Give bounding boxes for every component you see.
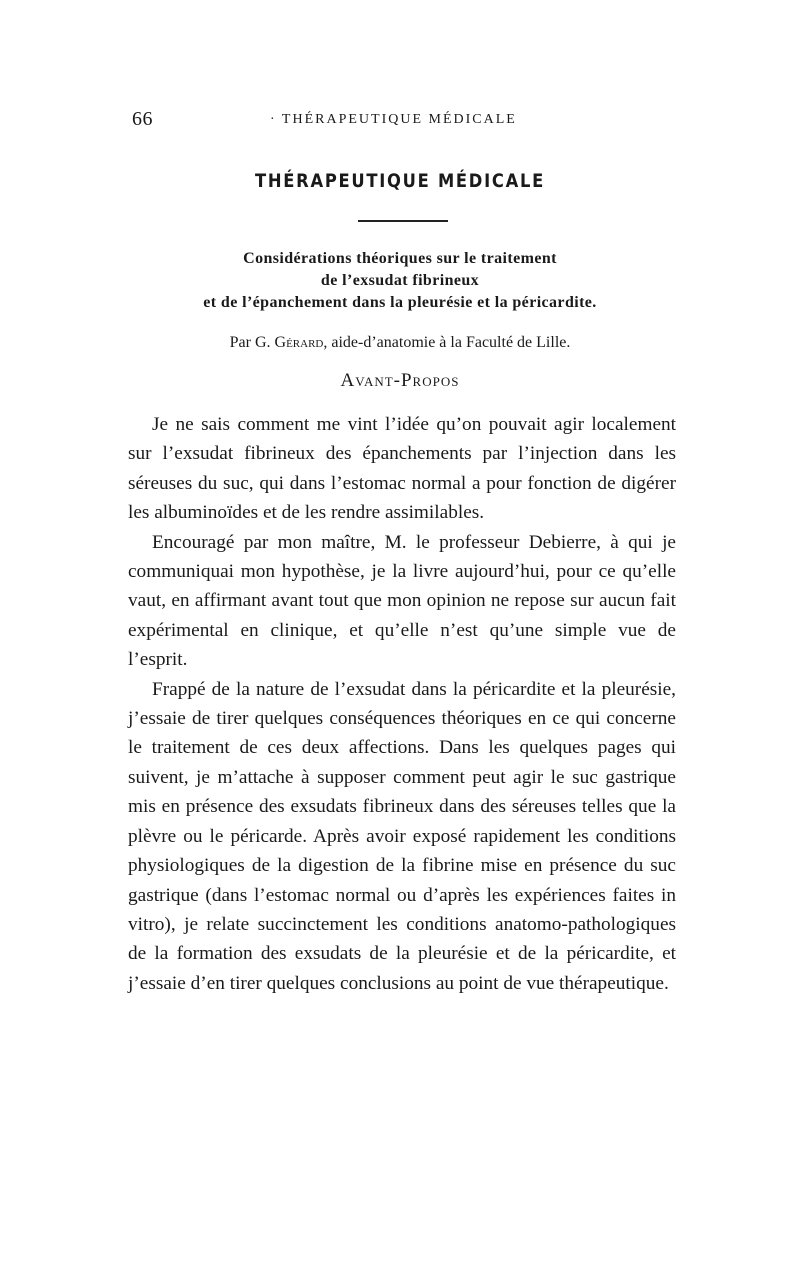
paragraph-3: Frappé de la nature de l’exsudat dans la péricardite et la pleurésie, j’essaie de tirer quelques conséquences théoriques en ce qui concerne le traitement de ces deux affections. Dans les quelques pages qui suivent, je m’attache à supposer comment peut agir le suc gastrique mis en présence des exsudats fibrineux dans des séreuses telles que la plèvre ou le péricarde. Après avoir exposé rapidement les conditions physiologiques de la digestion de la fibrine mise en présence du suc gastrique (dans l’estomac normal ou d’après les expériences faites in vitro), je relate succinctement les conditions anatomo-pathologiques de la formation des exsudats de la pleurésie et de la péricardite, et j’essaie d’en tirer quelques conclusions au point de vue thérapeutique.: [128, 678, 676, 994]
article-title-line-1: Considérations théoriques sur le traitement: [243, 250, 557, 267]
section-title: THÉRAPEUTIQUE MÉDICALE: [255, 170, 545, 192]
page-number: 66: [132, 108, 153, 130]
body-text: [128, 410, 676, 998]
article-title-line-2: de l’exsudat fibrineux: [320, 272, 480, 289]
article-title-line-3: et de l’épanchement dans la pleurésie et la péricardite.: [203, 294, 597, 311]
title-rule: [358, 220, 448, 222]
byline-prefix: Par: [229, 334, 251, 351]
article-title: [100, 248, 700, 314]
paragraph-1: Je ne sais comment me vint l’idée qu’on pouvait agir localement sur l’exsudat fibrineux des épanchements par l’injection dans les séreuses du suc, qui dans l’estomac normal a pour fonction de digérer les albuminoïdes et de les rendre assimilables.: [128, 414, 676, 524]
subheading: Avant-Propos: [340, 370, 460, 391]
byline: [0, 334, 800, 352]
byline-affiliation: aide-d’anatomie à la Faculté de Lille.: [331, 334, 571, 351]
byline-author: G. Gérard,: [254, 334, 328, 351]
running-head: · THÉRAPEUTIQUE MÉDICALE: [270, 112, 517, 127]
paragraph-2: Encouragé par mon maître, M. le professeur Debierre, à qui je communiquai mon hypothèse, je la livre aujourd’hui, pour ce qu’elle vaut, en affirmant avant tout que mon opinion ne repose sur aucun fait expérimental en clinique, et qu’elle n’est qu’une simple vue de l’esprit.: [128, 531, 676, 671]
